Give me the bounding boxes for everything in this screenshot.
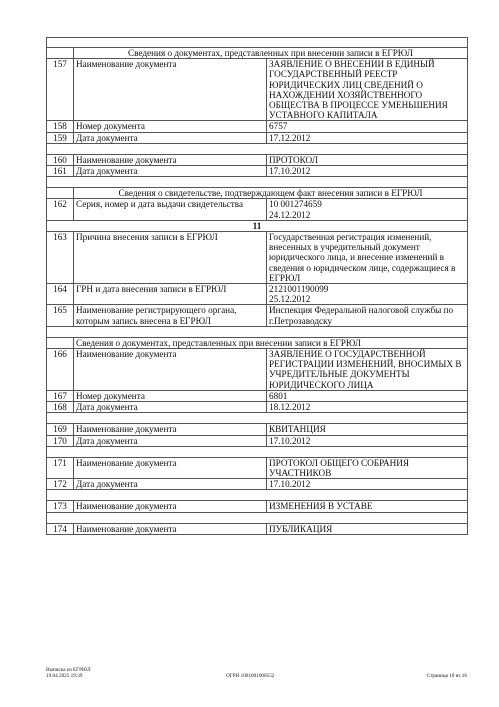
row-value	[267, 284, 468, 305]
row-value: 17.10.2012	[267, 479, 468, 490]
table-row	[47, 435, 468, 446]
row-value: ПРОТОКОЛ	[267, 154, 468, 165]
row-value: 6757	[267, 121, 468, 132]
row-label: Наименование документа	[74, 523, 267, 534]
spacer-row	[47, 490, 468, 501]
spacer-row	[47, 38, 468, 48]
row-number: 170	[47, 435, 74, 446]
table-row	[47, 132, 468, 143]
row-value: ПУБЛИКАЦИЯ	[267, 523, 468, 534]
row-number: 163	[47, 232, 74, 284]
row-number: 171	[47, 457, 74, 478]
row-number: 161	[47, 166, 74, 177]
row-label: Наименование документа	[74, 501, 267, 512]
extract-table-region	[46, 37, 467, 535]
table-row	[47, 305, 468, 326]
row-label: Наименование документа	[74, 349, 267, 391]
row-number: 167	[47, 390, 74, 401]
page-marker: 11	[47, 220, 468, 231]
table-row	[47, 390, 468, 401]
footer-datetime: 19.04.2025 19:39	[46, 673, 83, 680]
page-footer	[46, 667, 467, 687]
row-number: 157	[47, 59, 74, 121]
row-label: Наименование документа	[74, 457, 267, 478]
row-label: Дата документа	[74, 435, 267, 446]
row-label: Наименование документа	[74, 154, 267, 165]
row-value: ЗАЯВЛЕНИЕ О ГОСУДАРСТВЕННОЙ РЕГИСТРАЦИИ ИЗМЕНЕНИЙ, ВНОСИМЫХ В УЧРЕДИТЕЛЬНЫЕ ДОКУМЕНТЫ ЮРИДИЧЕСКОГО ЛИЦА	[267, 349, 468, 391]
table-row	[47, 154, 468, 165]
row-label: Дата документа	[74, 479, 267, 490]
row-label: ГРН и дата внесения записи в ЕГРЮЛ	[74, 284, 267, 305]
section-header: Сведения о документах, представленных при внесении записи в ЕГРЮЛ	[74, 337, 468, 348]
row-label: Дата документа	[74, 402, 267, 413]
footer-page-number: Страница 10 из 16	[426, 673, 467, 679]
row-value: 17.10.2012	[267, 166, 468, 177]
row-value: 6801	[267, 390, 468, 401]
row-value: ЗАЯВЛЕНИЕ О ВНЕСЕНИИ В ЕДИНЫЙ ГОСУДАРСТВЕННЫЙ РЕЕСТР ЮРИДИЧЕСКИХ ЛИЦ СВЕДЕНИЙ О НАХОЖДЕНИИ ХОЗЯЙСТВЕННОГО ОБЩЕСТВА В ПРОЦЕССЕ УМЕНЬШЕНИЯ УСТАВНОГО КАПИТАЛА	[267, 59, 468, 121]
table-row	[47, 457, 468, 478]
row-value: 18.12.2012	[267, 402, 468, 413]
row-number: 168	[47, 402, 74, 413]
table-row	[47, 402, 468, 413]
row-label: Номер документа	[74, 390, 267, 401]
spacer-row	[47, 413, 468, 424]
value-line: 10 001274659	[269, 199, 322, 210]
value-line: 25.12.2012	[269, 294, 311, 305]
row-label: Наименование документа	[74, 59, 267, 121]
row-label: Дата документа	[74, 132, 267, 143]
table-row	[47, 59, 468, 121]
section-header-row	[47, 48, 468, 59]
section-header: Сведения о свидетельстве, подтверждающем факт внесения записи в ЕГРЮЛ	[74, 188, 468, 199]
row-label: Дата документа	[74, 166, 267, 177]
footer-doc-name: Выписка из ЕГРЮЛ	[46, 667, 91, 673]
table-row	[47, 121, 468, 132]
row-label: Наименование регистрирующего органа, которым запись внесена в ЕГРЮЛ	[74, 305, 267, 326]
row-number: 165	[47, 305, 74, 326]
spacer-row	[47, 326, 468, 337]
value-line: 2121001190099	[269, 284, 329, 295]
row-number: 160	[47, 154, 74, 165]
row-label: Наименование документа	[74, 424, 267, 435]
spacer-row	[47, 143, 468, 154]
row-value: КВИТАНЦИЯ	[267, 424, 468, 435]
footer-left	[46, 667, 91, 679]
page-marker-row	[47, 220, 468, 231]
row-number: 169	[47, 424, 74, 435]
section-header-row	[47, 337, 468, 348]
row-number: 162	[47, 199, 74, 220]
table-row	[47, 232, 468, 284]
row-value	[267, 199, 468, 220]
row-value: 17.10.2012	[267, 435, 468, 446]
row-value: ПРОТОКОЛ ОБЩЕГО СОБРАНИЯ УЧАСТНИКОВ	[267, 457, 468, 478]
value-line: 24.12.2012	[269, 209, 311, 220]
table-row	[47, 424, 468, 435]
row-number: 158	[47, 121, 74, 132]
spacer-row	[47, 446, 468, 457]
egrul-table	[46, 37, 468, 535]
row-number: 166	[47, 349, 74, 391]
footer-ogrn: ОГРН 1081001000552	[226, 673, 275, 679]
table-row	[47, 479, 468, 490]
table-row	[47, 349, 468, 391]
row-value: 17.12.2012	[267, 132, 468, 143]
table-row	[47, 199, 468, 220]
row-value: Инспекция Федеральной налоговой службы по г.Петрозаводску	[267, 305, 468, 326]
row-label: Причина внесения записи в ЕГРЮЛ	[74, 232, 267, 284]
section-header: Сведения о документах, представленных при внесении записи в ЕГРЮЛ	[74, 48, 468, 59]
row-number: 164	[47, 284, 74, 305]
spacer-row	[47, 512, 468, 523]
row-value: Государственная регистрация изменений, внесенных в учредительный документ юридического лица, и внесение изменений в сведения о юридическом лице, содержащиеся в ЕГРЮЛ	[267, 232, 468, 284]
table-row	[47, 523, 468, 534]
spacer-row	[47, 177, 468, 188]
row-value: ИЗМЕНЕНИЯ В УСТАВЕ	[267, 501, 468, 512]
row-number: 172	[47, 479, 74, 490]
row-number: 173	[47, 501, 74, 512]
table-row	[47, 501, 468, 512]
row-number: 174	[47, 523, 74, 534]
section-header-row	[47, 188, 468, 199]
row-label: Номер документа	[74, 121, 267, 132]
table-row	[47, 284, 468, 305]
row-label: Серия, номер и дата выдачи свидетельства	[74, 199, 267, 220]
table-row	[47, 166, 468, 177]
row-number: 159	[47, 132, 74, 143]
